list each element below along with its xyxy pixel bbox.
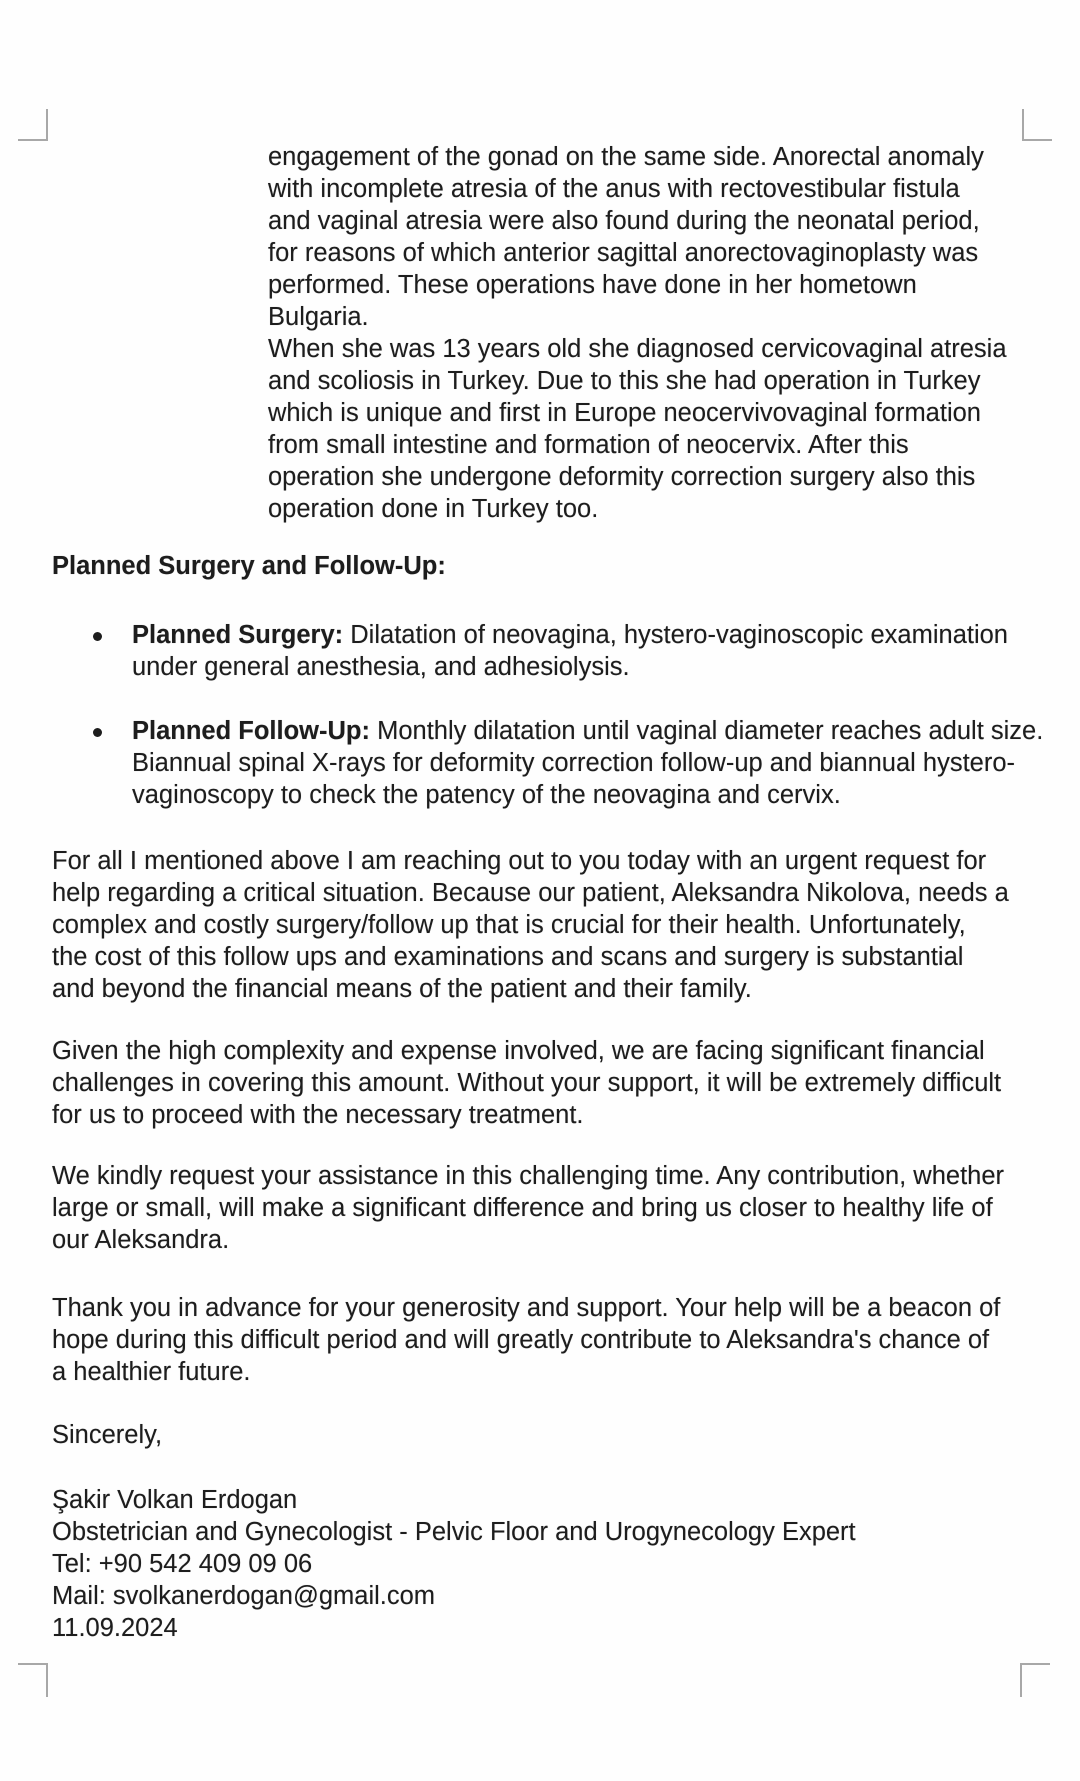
signature-date: 11.09.2024 bbox=[52, 1614, 178, 1642]
signature-block bbox=[52, 1484, 856, 1644]
text-line: performed. These operations have done in her hometown bbox=[268, 271, 917, 299]
text-line: When she was 13 years old she diagnosed cervicovaginal atresia bbox=[268, 335, 1007, 363]
text-line: with incomplete atresia of the anus with rectovestibular fistula bbox=[268, 175, 960, 203]
paragraph-urgent-request bbox=[52, 845, 1009, 1005]
signature-email: Mail: svolkanerdogan@gmail.com bbox=[52, 1582, 436, 1610]
bullet-item-planned-surgery bbox=[0, 619, 1080, 683]
bullet-continuation bbox=[132, 747, 1080, 811]
crop-mark-top-left bbox=[18, 109, 48, 141]
text-line: for us to proceed with the necessary treatment. bbox=[52, 1101, 584, 1129]
text-line: our Aleksandra. bbox=[52, 1226, 230, 1254]
text-line: vaginoscopy to check the patency of the neovagina and cervix. bbox=[132, 781, 841, 809]
text-line: the cost of this follow ups and examinations and scans and surgery is substantial bbox=[52, 943, 964, 971]
bullet-marker-icon bbox=[93, 632, 102, 641]
signature-name: Şakir Volkan Erdogan bbox=[52, 1486, 298, 1514]
crop-mark-top-right bbox=[1022, 109, 1052, 141]
bullet-text bbox=[132, 619, 1080, 683]
closing-salutation: Sincerely, bbox=[52, 1421, 163, 1449]
text-line: which is unique and first in Europe neocervivovaginal formation bbox=[268, 399, 981, 427]
bullet-continuation bbox=[132, 651, 1080, 683]
text-line: Bulgaria. bbox=[268, 303, 369, 331]
text-line: complex and costly surgery/follow up that is crucial for their health. Unfortunately, bbox=[52, 911, 966, 939]
bullet-first-line bbox=[132, 715, 1080, 747]
text-line: help regarding a critical situation. Because our patient, Aleksandra Nikolova, needs a bbox=[52, 879, 1009, 907]
text-line: for reasons of which anterior sagittal anorectovaginoplasty was bbox=[268, 239, 979, 267]
text-line: and beyond the financial means of the patient and their family. bbox=[52, 975, 752, 1003]
text-line: a healthier future. bbox=[52, 1358, 251, 1386]
bullet-label: Planned Surgery: bbox=[132, 621, 344, 649]
continued-paragraph bbox=[268, 141, 1007, 525]
crop-mark-bottom-right bbox=[1020, 1663, 1050, 1697]
text-line: and scoliosis in Turkey. Due to this she had operation in Turkey bbox=[268, 367, 981, 395]
text-line: under general anesthesia, and adhesiolysis. bbox=[132, 653, 630, 681]
bullet-marker-icon bbox=[93, 728, 102, 737]
bullet-item-planned-follow-up bbox=[0, 715, 1080, 811]
text-line: large or small, will make a significant difference and bring us closer to healthy life of bbox=[52, 1194, 993, 1222]
bullet-body-text: Monthly dilatation until vaginal diameter reaches adult size. bbox=[377, 717, 1044, 745]
text-line: We kindly request your assistance in this challenging time. Any contribution, whether bbox=[52, 1162, 1005, 1190]
text-line: and vaginal atresia were also found during the neonatal period, bbox=[268, 207, 980, 235]
bullet-body-text: Dilatation of neovagina, hystero-vaginoscopic examination bbox=[350, 621, 1008, 649]
text-line: Biannual spinal X-rays for deformity correction follow-up and biannual hystero- bbox=[132, 749, 1016, 777]
crop-mark-bottom-left bbox=[18, 1663, 48, 1697]
text-line: from small intestine and formation of neocervix. After this bbox=[268, 431, 909, 459]
bullet-text bbox=[132, 715, 1080, 811]
text-line: hope during this difficult period and will greatly contribute to Aleksandra's chance of bbox=[52, 1326, 990, 1354]
text-line: operation done in Turkey too. bbox=[268, 495, 599, 523]
paragraph-financial-challenges bbox=[52, 1035, 1001, 1131]
section-heading: Planned Surgery and Follow-Up: bbox=[52, 552, 446, 580]
signature-phone: Tel: +90 542 409 09 06 bbox=[52, 1550, 313, 1578]
text-line: operation she undergone deformity correction surgery also this bbox=[268, 463, 976, 491]
text-line: engagement of the gonad on the same side. Anorectal anomaly bbox=[268, 143, 984, 171]
signature-title: Obstetrician and Gynecologist - Pelvic Floor and Urogynecology Expert bbox=[52, 1518, 856, 1546]
text-line: challenges in covering this amount. Without your support, it will be extremely difficult bbox=[52, 1069, 1002, 1097]
bullet-first-line bbox=[132, 619, 1080, 651]
text-line: Given the high complexity and expense involved, we are facing significant financial bbox=[52, 1037, 985, 1065]
text-line: For all I mentioned above I am reaching out to you today with an urgent request for bbox=[52, 847, 987, 875]
text-line: Thank you in advance for your generosity and support. Your help will be a beacon of bbox=[52, 1294, 1001, 1322]
paragraph-assistance-request bbox=[52, 1160, 1004, 1256]
paragraph-thank-you bbox=[52, 1292, 1000, 1388]
bullet-label: Planned Follow-Up: bbox=[132, 717, 370, 745]
